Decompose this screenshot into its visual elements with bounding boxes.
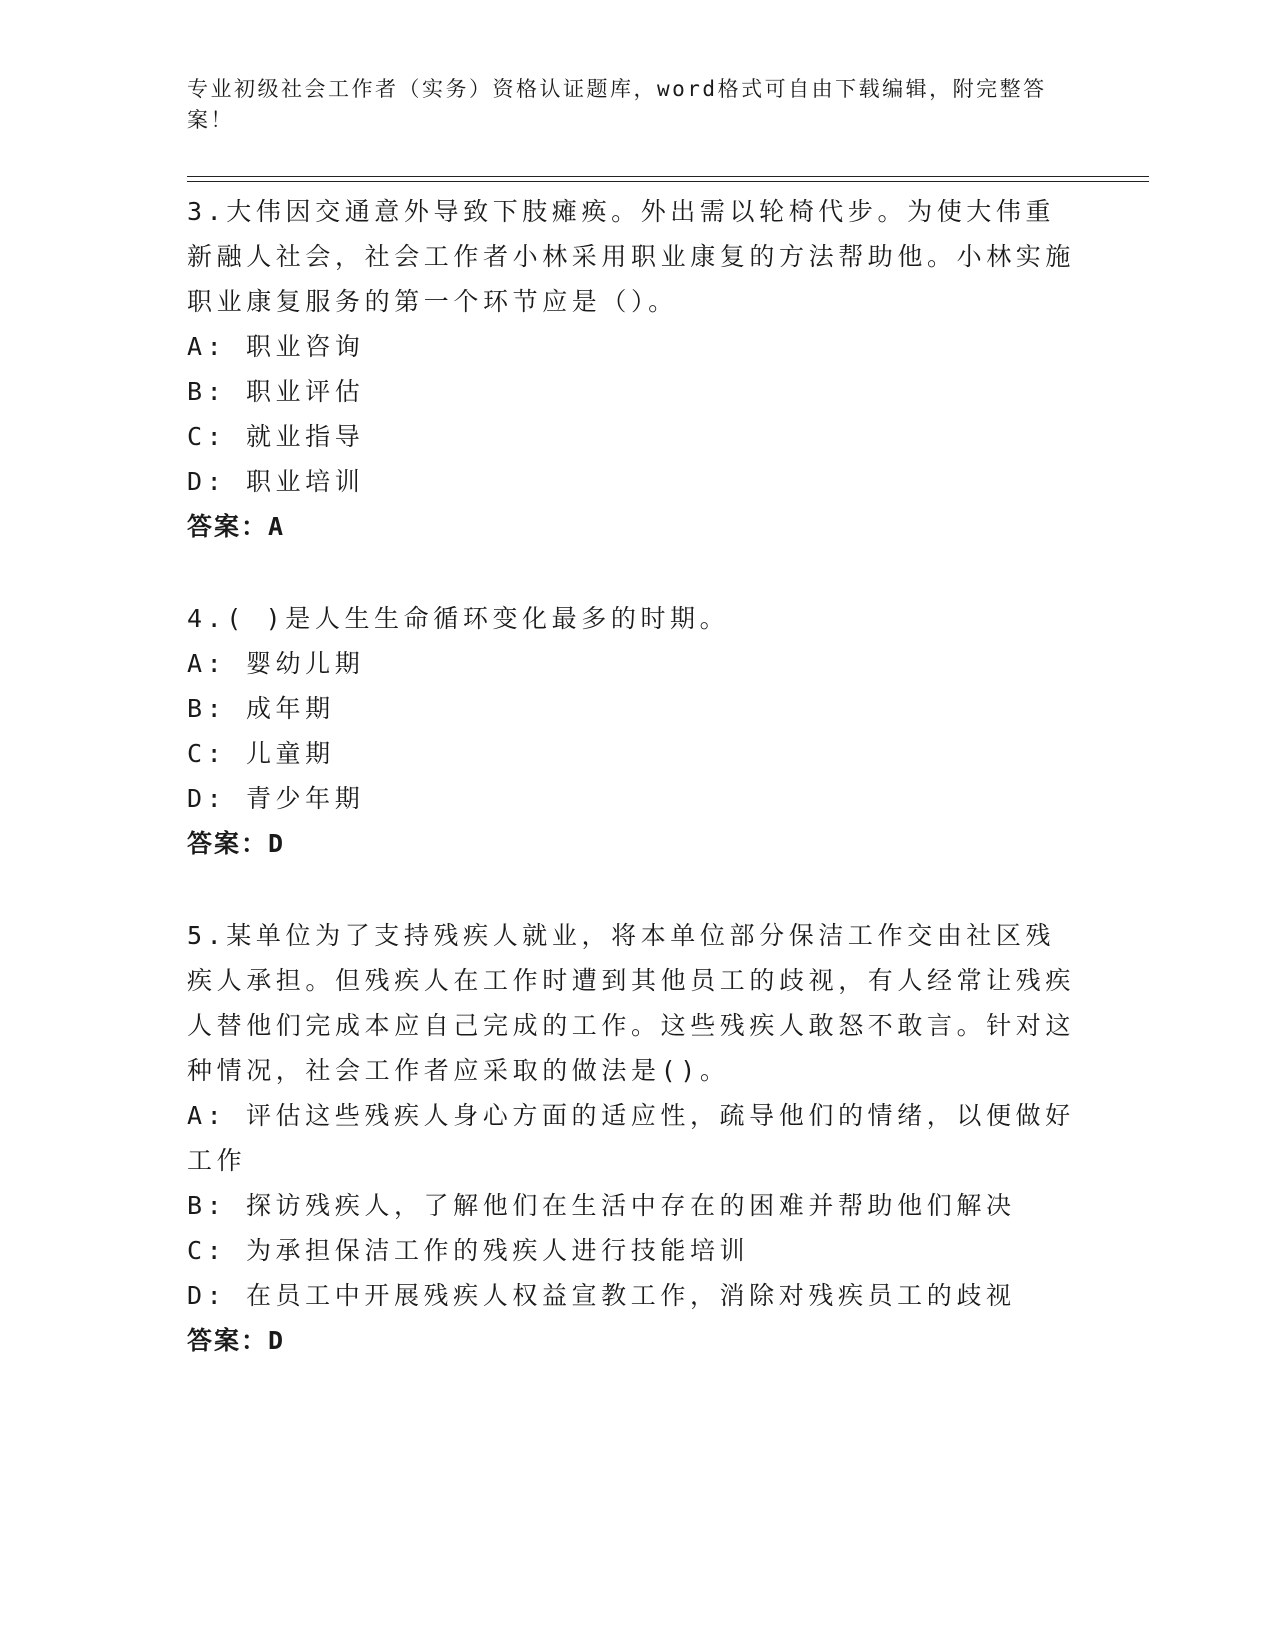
option-c: C: 儿童期 [187,739,335,768]
question-3 [187,189,1077,549]
answer: 答案：A [187,512,286,541]
question-5 [187,913,1077,1363]
option-b: B: 职业评估 [187,377,365,406]
header-divider-top [187,176,1149,177]
question-stem: 5.某单位为了支持残疾人就业，将本单位部分保洁工作交由社区残疾人承担。但残疾人在工作时遭到其他员工的歧视，有人经常让残疾人替他们完成本应自己完成的工作。这些残疾人敢怒不敢言。针对这种情况，社会工作者应采取的做法是()。 [187,921,1076,1085]
header-divider-bottom [187,181,1149,182]
option-d: D: 职业培训 [187,467,365,496]
answer: 答案：D [187,1326,286,1355]
document-header: 专业初级社会工作者（实务）资格认证题库，word格式可自由下载编辑，附完整答案！ [187,77,1047,132]
answer: 答案：D [187,829,286,858]
option-a: A: 婴幼儿期 [187,649,365,678]
option-d: D: 青少年期 [187,784,365,813]
option-c: C: 就业指导 [187,422,365,451]
option-a: A: 职业咨询 [187,332,365,361]
question-stem: 4.( )是人生生命循环变化最多的时期。 [187,604,730,633]
option-d: D: 在员工中开展残疾人权益宣教工作，消除对残疾员工的歧视 [187,1281,1016,1310]
question-stem: 3.大伟因交通意外导致下肢瘫痪。外出需以轮椅代步。为使大伟重新融人社会，社会工作者小林采用职业康复的方法帮助他。小林实施职业康复服务的第一个环节应是（）。 [187,197,1076,316]
option-b: B: 成年期 [187,694,335,723]
option-b: B: 探访残疾人，了解他们在生活中存在的困难并帮助他们解决 [187,1191,1016,1220]
question-4 [187,596,1077,866]
option-a: A: 评估这些残疾人身心方面的适应性，疏导他们的情绪，以便做好工作 [187,1101,1075,1175]
option-c: C: 为承担保洁工作的残疾人进行技能培训 [187,1236,750,1265]
